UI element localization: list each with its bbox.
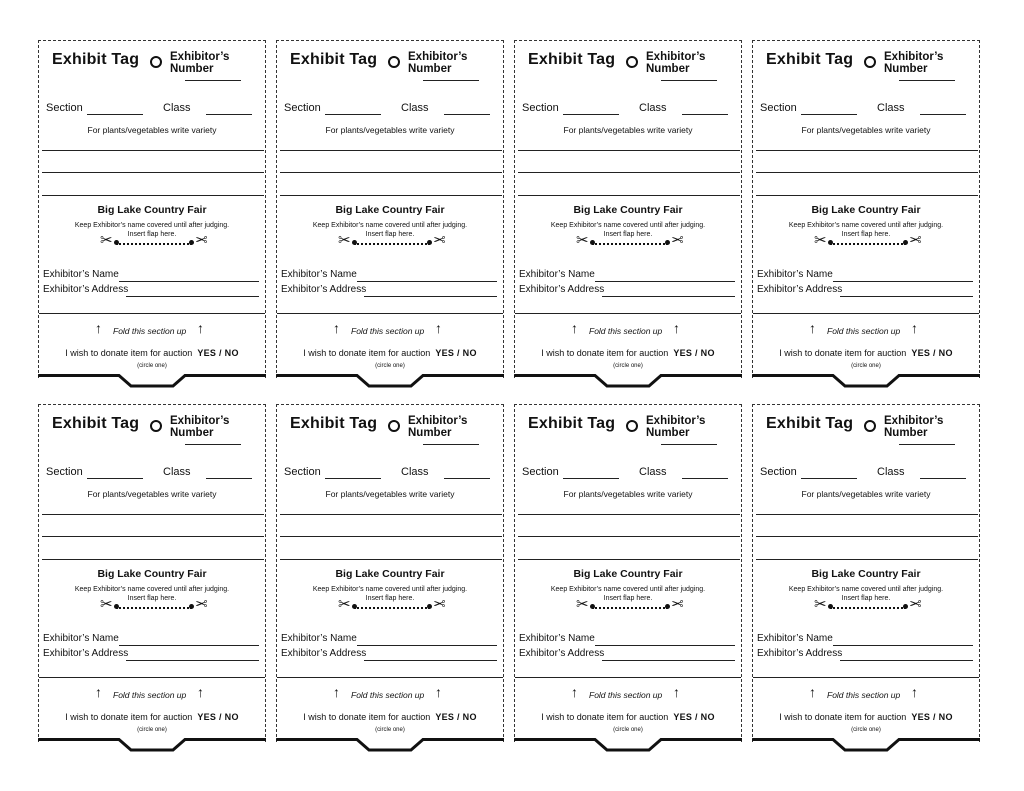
variety-line[interactable] xyxy=(518,195,740,196)
donate-line xyxy=(39,712,265,722)
tag-bottom-edge xyxy=(514,374,742,392)
circle-one-note: (circle one) xyxy=(613,363,643,369)
tag-title: Exhibit Tag xyxy=(766,51,854,68)
class-label: Class xyxy=(401,466,429,478)
donate-options[interactable]: YES / NO xyxy=(435,712,477,722)
donate-options[interactable]: YES / NO xyxy=(911,348,953,358)
dot-icon xyxy=(427,604,432,609)
class-label: Class xyxy=(163,102,191,114)
arrow-up-icon: ↑ xyxy=(571,684,578,700)
donate-options[interactable]: YES / NO xyxy=(197,712,239,722)
section-label: Section xyxy=(760,466,797,478)
class-label: Class xyxy=(163,466,191,478)
class-label: Class xyxy=(877,102,905,114)
exhibitor-name-field[interactable] xyxy=(357,281,497,282)
donate-options[interactable]: YES / NO xyxy=(673,348,715,358)
exhibitor-number-field[interactable] xyxy=(661,80,717,81)
exhibitor-number-field[interactable] xyxy=(423,80,479,81)
fair-name: Big Lake Country Fair xyxy=(811,568,921,580)
fold-note: Fold this section up xyxy=(589,326,663,336)
keep-covered-line: Keep Exhibitor’s name covered until after judging. xyxy=(312,222,468,229)
exhibit-tag xyxy=(514,40,742,378)
class-label: Class xyxy=(639,102,667,114)
exhibitor-number-label: Exhibitor’s Number xyxy=(170,415,230,439)
exhibitor-name-label: Exhibitor’s Name xyxy=(519,633,595,644)
section-field[interactable] xyxy=(325,478,381,479)
donate-options[interactable]: YES / NO xyxy=(911,712,953,722)
variety-line[interactable] xyxy=(756,172,978,173)
dotted-line xyxy=(116,607,192,609)
dotted-line xyxy=(354,607,430,609)
exhibitor-number-field[interactable] xyxy=(185,80,241,81)
dot-icon xyxy=(189,240,194,245)
fair-name: Big Lake Country Fair xyxy=(335,204,445,216)
section-label: Section xyxy=(46,466,83,478)
donate-line xyxy=(753,712,979,722)
scissors-icon: ✂ xyxy=(814,232,827,249)
circle-one-note: (circle one) xyxy=(851,727,881,733)
exhibitor-number-field[interactable] xyxy=(423,444,479,445)
exhibitor-number-label: Exhibitor’s Number xyxy=(884,415,944,439)
fold-note: Fold this section up xyxy=(351,326,425,336)
exhibitor-name-label: Exhibitor’s Name xyxy=(281,269,357,280)
exhibitor-name-label: Exhibitor’s Name xyxy=(757,633,833,644)
dot-icon xyxy=(903,240,908,245)
insert-flap-line: Insert flap here. xyxy=(127,231,177,238)
exhibitor-address-field[interactable] xyxy=(364,660,497,661)
circle-one-note: (circle one) xyxy=(137,727,167,733)
scissors-icon: ✂ xyxy=(338,232,351,249)
tag-bottom-edge xyxy=(38,374,266,392)
circle-icon xyxy=(626,56,638,68)
class-field[interactable] xyxy=(206,114,252,115)
exhibitor-name-label: Exhibitor’s Name xyxy=(43,633,119,644)
variety-line[interactable] xyxy=(42,536,264,537)
exhibit-tag xyxy=(276,404,504,742)
scissors-icon: ✂ xyxy=(195,232,208,249)
exhibitor-address-label: Exhibitor’s Address xyxy=(519,648,605,659)
exhibitor-number-field[interactable] xyxy=(661,444,717,445)
fair-name: Big Lake Country Fair xyxy=(573,204,683,216)
arrow-up-icon: ↑ xyxy=(197,320,204,336)
section-label: Section xyxy=(522,102,559,114)
exhibitor-address-label: Exhibitor’s Address xyxy=(43,284,129,295)
variety-line[interactable] xyxy=(42,559,264,560)
scissors-icon: ✂ xyxy=(195,596,208,613)
fair-name: Big Lake Country Fair xyxy=(97,568,207,580)
donate-options[interactable]: YES / NO xyxy=(673,712,715,722)
fold-divider xyxy=(277,313,503,314)
tag-title: Exhibit Tag xyxy=(52,51,140,68)
arrow-up-icon: ↑ xyxy=(809,320,816,336)
keep-covered-line: Keep Exhibitor’s name covered until after judging. xyxy=(74,586,230,593)
arrow-up-icon: ↑ xyxy=(95,320,102,336)
circle-icon xyxy=(864,420,876,432)
insert-flap-line: Insert flap here. xyxy=(603,231,653,238)
exhibit-tag xyxy=(38,40,266,378)
section-field[interactable] xyxy=(563,478,619,479)
arrow-up-icon: ↑ xyxy=(197,684,204,700)
class-field[interactable] xyxy=(682,478,728,479)
section-field[interactable] xyxy=(563,114,619,115)
fold-note: Fold this section up xyxy=(827,690,901,700)
tag-bottom-edge xyxy=(752,374,980,392)
variety-note: For plants/vegetables write variety xyxy=(87,125,217,135)
scissors-icon: ✂ xyxy=(100,232,113,249)
insert-flap-line: Insert flap here. xyxy=(127,595,177,602)
circle-icon xyxy=(864,56,876,68)
tag-title: Exhibit Tag xyxy=(766,415,854,432)
variety-line[interactable] xyxy=(280,195,502,196)
scissors-icon: ✂ xyxy=(433,596,446,613)
exhibitor-name-field[interactable] xyxy=(833,281,973,282)
variety-note: For plants/vegetables write variety xyxy=(563,489,693,499)
tag-bottom-edge xyxy=(752,738,980,756)
section-label: Section xyxy=(522,466,559,478)
scissors-icon: ✂ xyxy=(814,596,827,613)
insert-flap-line: Insert flap here. xyxy=(841,595,891,602)
variety-line[interactable] xyxy=(756,150,978,151)
class-field[interactable] xyxy=(682,114,728,115)
exhibitor-address-field[interactable] xyxy=(364,296,497,297)
donate-text: I wish to donate item for auction xyxy=(779,348,907,358)
circle-icon xyxy=(388,420,400,432)
arrow-up-icon: ↑ xyxy=(809,684,816,700)
variety-line[interactable] xyxy=(42,172,264,173)
tag-title: Exhibit Tag xyxy=(528,415,616,432)
tag-title: Exhibit Tag xyxy=(290,415,378,432)
scissors-icon: ✂ xyxy=(909,596,922,613)
donate-options[interactable]: YES / NO xyxy=(197,348,239,358)
fold-divider xyxy=(515,677,741,678)
keep-covered-line: Keep Exhibitor’s name covered until after judging. xyxy=(788,222,944,229)
dot-icon xyxy=(665,240,670,245)
tag-title: Exhibit Tag xyxy=(528,51,616,68)
circle-one-note: (circle one) xyxy=(375,363,405,369)
donate-line xyxy=(515,348,741,358)
keep-covered-line: Keep Exhibitor’s name covered until after judging. xyxy=(550,586,706,593)
exhibitor-address-label: Exhibitor’s Address xyxy=(281,648,367,659)
exhibit-tag xyxy=(276,40,504,378)
donate-text: I wish to donate item for auction xyxy=(65,712,193,722)
variety-note: For plants/vegetables write variety xyxy=(87,489,217,499)
donate-options[interactable]: YES / NO xyxy=(435,348,477,358)
tag-bottom-edge xyxy=(276,738,504,756)
exhibitor-name-field[interactable] xyxy=(595,645,735,646)
fair-name: Big Lake Country Fair xyxy=(97,204,207,216)
exhibitor-address-field[interactable] xyxy=(602,660,735,661)
exhibitor-name-label: Exhibitor’s Name xyxy=(757,269,833,280)
donate-text: I wish to donate item for auction xyxy=(541,348,669,358)
insert-flap-line: Insert flap here. xyxy=(365,231,415,238)
exhibitor-name-field[interactable] xyxy=(357,645,497,646)
class-label: Class xyxy=(401,102,429,114)
exhibitor-address-field[interactable] xyxy=(840,296,973,297)
tag-title: Exhibit Tag xyxy=(52,415,140,432)
exhibitor-number-label: Exhibitor’s Number xyxy=(646,415,706,439)
variety-line[interactable] xyxy=(280,536,502,537)
insert-flap-line: Insert flap here. xyxy=(365,595,415,602)
section-label: Section xyxy=(46,102,83,114)
variety-line[interactable] xyxy=(518,150,740,151)
variety-line[interactable] xyxy=(280,172,502,173)
fold-note: Fold this section up xyxy=(113,690,187,700)
fold-divider xyxy=(753,313,979,314)
exhibitor-name-field[interactable] xyxy=(833,645,973,646)
scissors-icon: ✂ xyxy=(433,232,446,249)
donate-text: I wish to donate item for auction xyxy=(303,348,431,358)
arrow-up-icon: ↑ xyxy=(333,684,340,700)
donate-text: I wish to donate item for auction xyxy=(303,712,431,722)
exhibitor-name-field[interactable] xyxy=(119,281,259,282)
variety-line[interactable] xyxy=(518,559,740,560)
exhibit-tag xyxy=(514,404,742,742)
class-label: Class xyxy=(877,466,905,478)
tag-title: Exhibit Tag xyxy=(290,51,378,68)
exhibitor-number-field[interactable] xyxy=(899,80,955,81)
variety-note: For plants/vegetables write variety xyxy=(563,125,693,135)
section-field[interactable] xyxy=(87,114,143,115)
arrow-up-icon: ↑ xyxy=(911,684,918,700)
variety-line[interactable] xyxy=(42,150,264,151)
class-field[interactable] xyxy=(444,114,490,115)
variety-line[interactable] xyxy=(518,536,740,537)
section-field[interactable] xyxy=(325,114,381,115)
variety-line[interactable] xyxy=(280,514,502,515)
fold-divider xyxy=(39,313,265,314)
fold-note: Fold this section up xyxy=(589,690,663,700)
fair-name: Big Lake Country Fair xyxy=(573,568,683,580)
fold-divider xyxy=(515,313,741,314)
arrow-up-icon: ↑ xyxy=(435,684,442,700)
variety-line[interactable] xyxy=(42,514,264,515)
variety-note: For plants/vegetables write variety xyxy=(325,125,455,135)
keep-covered-line: Keep Exhibitor’s name covered until after judging. xyxy=(550,222,706,229)
donate-line xyxy=(515,712,741,722)
dotted-line xyxy=(830,607,906,609)
scissors-icon: ✂ xyxy=(338,596,351,613)
exhibitor-address-label: Exhibitor’s Address xyxy=(519,284,605,295)
variety-line[interactable] xyxy=(756,536,978,537)
arrow-up-icon: ↑ xyxy=(95,684,102,700)
exhibitor-address-field[interactable] xyxy=(602,296,735,297)
variety-note: For plants/vegetables write variety xyxy=(325,489,455,499)
fold-note: Fold this section up xyxy=(351,690,425,700)
variety-line[interactable] xyxy=(280,150,502,151)
exhibitor-name-label: Exhibitor’s Name xyxy=(43,269,119,280)
section-label: Section xyxy=(284,466,321,478)
insert-flap-line: Insert flap here. xyxy=(841,231,891,238)
donate-text: I wish to donate item for auction xyxy=(779,712,907,722)
arrow-up-icon: ↑ xyxy=(333,320,340,336)
exhibitor-address-label: Exhibitor’s Address xyxy=(757,648,843,659)
keep-covered-line: Keep Exhibitor’s name covered until after judging. xyxy=(312,586,468,593)
circle-one-note: (circle one) xyxy=(375,727,405,733)
circle-icon xyxy=(150,420,162,432)
class-field[interactable] xyxy=(920,478,966,479)
donate-text: I wish to donate item for auction xyxy=(541,712,669,722)
exhibitor-number-label: Exhibitor’s Number xyxy=(170,51,230,75)
variety-note: For plants/vegetables write variety xyxy=(801,125,931,135)
variety-line[interactable] xyxy=(756,559,978,560)
arrow-up-icon: ↑ xyxy=(571,320,578,336)
variety-note: For plants/vegetables write variety xyxy=(801,489,931,499)
dotted-line xyxy=(830,243,906,245)
exhibitor-address-field[interactable] xyxy=(840,660,973,661)
keep-covered-line: Keep Exhibitor’s name covered until after judging. xyxy=(788,586,944,593)
tag-bottom-edge xyxy=(514,738,742,756)
circle-one-note: (circle one) xyxy=(613,727,643,733)
dot-icon xyxy=(903,604,908,609)
dot-icon xyxy=(189,604,194,609)
fold-divider xyxy=(753,677,979,678)
dot-icon xyxy=(427,240,432,245)
section-field[interactable] xyxy=(801,478,857,479)
exhibitor-number-label: Exhibitor’s Number xyxy=(408,51,468,75)
dotted-line xyxy=(116,243,192,245)
circle-icon xyxy=(150,56,162,68)
exhibitor-number-label: Exhibitor’s Number xyxy=(408,415,468,439)
dotted-line xyxy=(354,243,430,245)
fold-divider xyxy=(39,677,265,678)
variety-line[interactable] xyxy=(42,195,264,196)
dotted-line xyxy=(592,243,668,245)
fold-divider xyxy=(277,677,503,678)
donate-line xyxy=(277,348,503,358)
scissors-icon: ✂ xyxy=(576,232,589,249)
variety-line[interactable] xyxy=(756,195,978,196)
section-label: Section xyxy=(284,102,321,114)
scissors-icon: ✂ xyxy=(671,596,684,613)
exhibitor-name-field[interactable] xyxy=(119,645,259,646)
section-field[interactable] xyxy=(801,114,857,115)
keep-covered-line: Keep Exhibitor’s name covered until after judging. xyxy=(74,222,230,229)
exhibitor-address-label: Exhibitor’s Address xyxy=(757,284,843,295)
variety-line[interactable] xyxy=(518,514,740,515)
arrow-up-icon: ↑ xyxy=(673,320,680,336)
variety-line[interactable] xyxy=(518,172,740,173)
arrow-up-icon: ↑ xyxy=(435,320,442,336)
exhibitor-name-label: Exhibitor’s Name xyxy=(519,269,595,280)
class-field[interactable] xyxy=(920,114,966,115)
fold-note: Fold this section up xyxy=(827,326,901,336)
fair-name: Big Lake Country Fair xyxy=(811,204,921,216)
exhibitor-address-label: Exhibitor’s Address xyxy=(281,284,367,295)
section-field[interactable] xyxy=(87,478,143,479)
exhibit-tag xyxy=(752,404,980,742)
exhibitor-number-field[interactable] xyxy=(185,444,241,445)
fair-name: Big Lake Country Fair xyxy=(335,568,445,580)
fold-note: Fold this section up xyxy=(113,326,187,336)
donate-line xyxy=(753,348,979,358)
exhibitor-number-label: Exhibitor’s Number xyxy=(646,51,706,75)
arrow-up-icon: ↑ xyxy=(911,320,918,336)
class-field[interactable] xyxy=(206,478,252,479)
section-label: Section xyxy=(760,102,797,114)
arrow-up-icon: ↑ xyxy=(673,684,680,700)
circle-icon xyxy=(388,56,400,68)
scissors-icon: ✂ xyxy=(671,232,684,249)
exhibit-tag xyxy=(752,40,980,378)
exhibitor-name-field[interactable] xyxy=(595,281,735,282)
variety-line[interactable] xyxy=(756,514,978,515)
class-label: Class xyxy=(639,466,667,478)
dot-icon xyxy=(665,604,670,609)
scissors-icon: ✂ xyxy=(576,596,589,613)
exhibitor-number-field[interactable] xyxy=(899,444,955,445)
donate-text: I wish to donate item for auction xyxy=(65,348,193,358)
donate-line xyxy=(277,712,503,722)
donate-line xyxy=(39,348,265,358)
variety-line[interactable] xyxy=(280,559,502,560)
class-field[interactable] xyxy=(444,478,490,479)
exhibitor-number-label: Exhibitor’s Number xyxy=(884,51,944,75)
exhibitor-address-field[interactable] xyxy=(126,296,259,297)
tag-bottom-edge xyxy=(38,738,266,756)
exhibit-tag xyxy=(38,404,266,742)
circle-one-note: (circle one) xyxy=(137,363,167,369)
exhibitor-address-label: Exhibitor’s Address xyxy=(43,648,129,659)
exhibitor-address-field[interactable] xyxy=(126,660,259,661)
insert-flap-line: Insert flap here. xyxy=(603,595,653,602)
scissors-icon: ✂ xyxy=(100,596,113,613)
circle-icon xyxy=(626,420,638,432)
exhibitor-name-label: Exhibitor’s Name xyxy=(281,633,357,644)
circle-one-note: (circle one) xyxy=(851,363,881,369)
dotted-line xyxy=(592,607,668,609)
scissors-icon: ✂ xyxy=(909,232,922,249)
tag-bottom-edge xyxy=(276,374,504,392)
